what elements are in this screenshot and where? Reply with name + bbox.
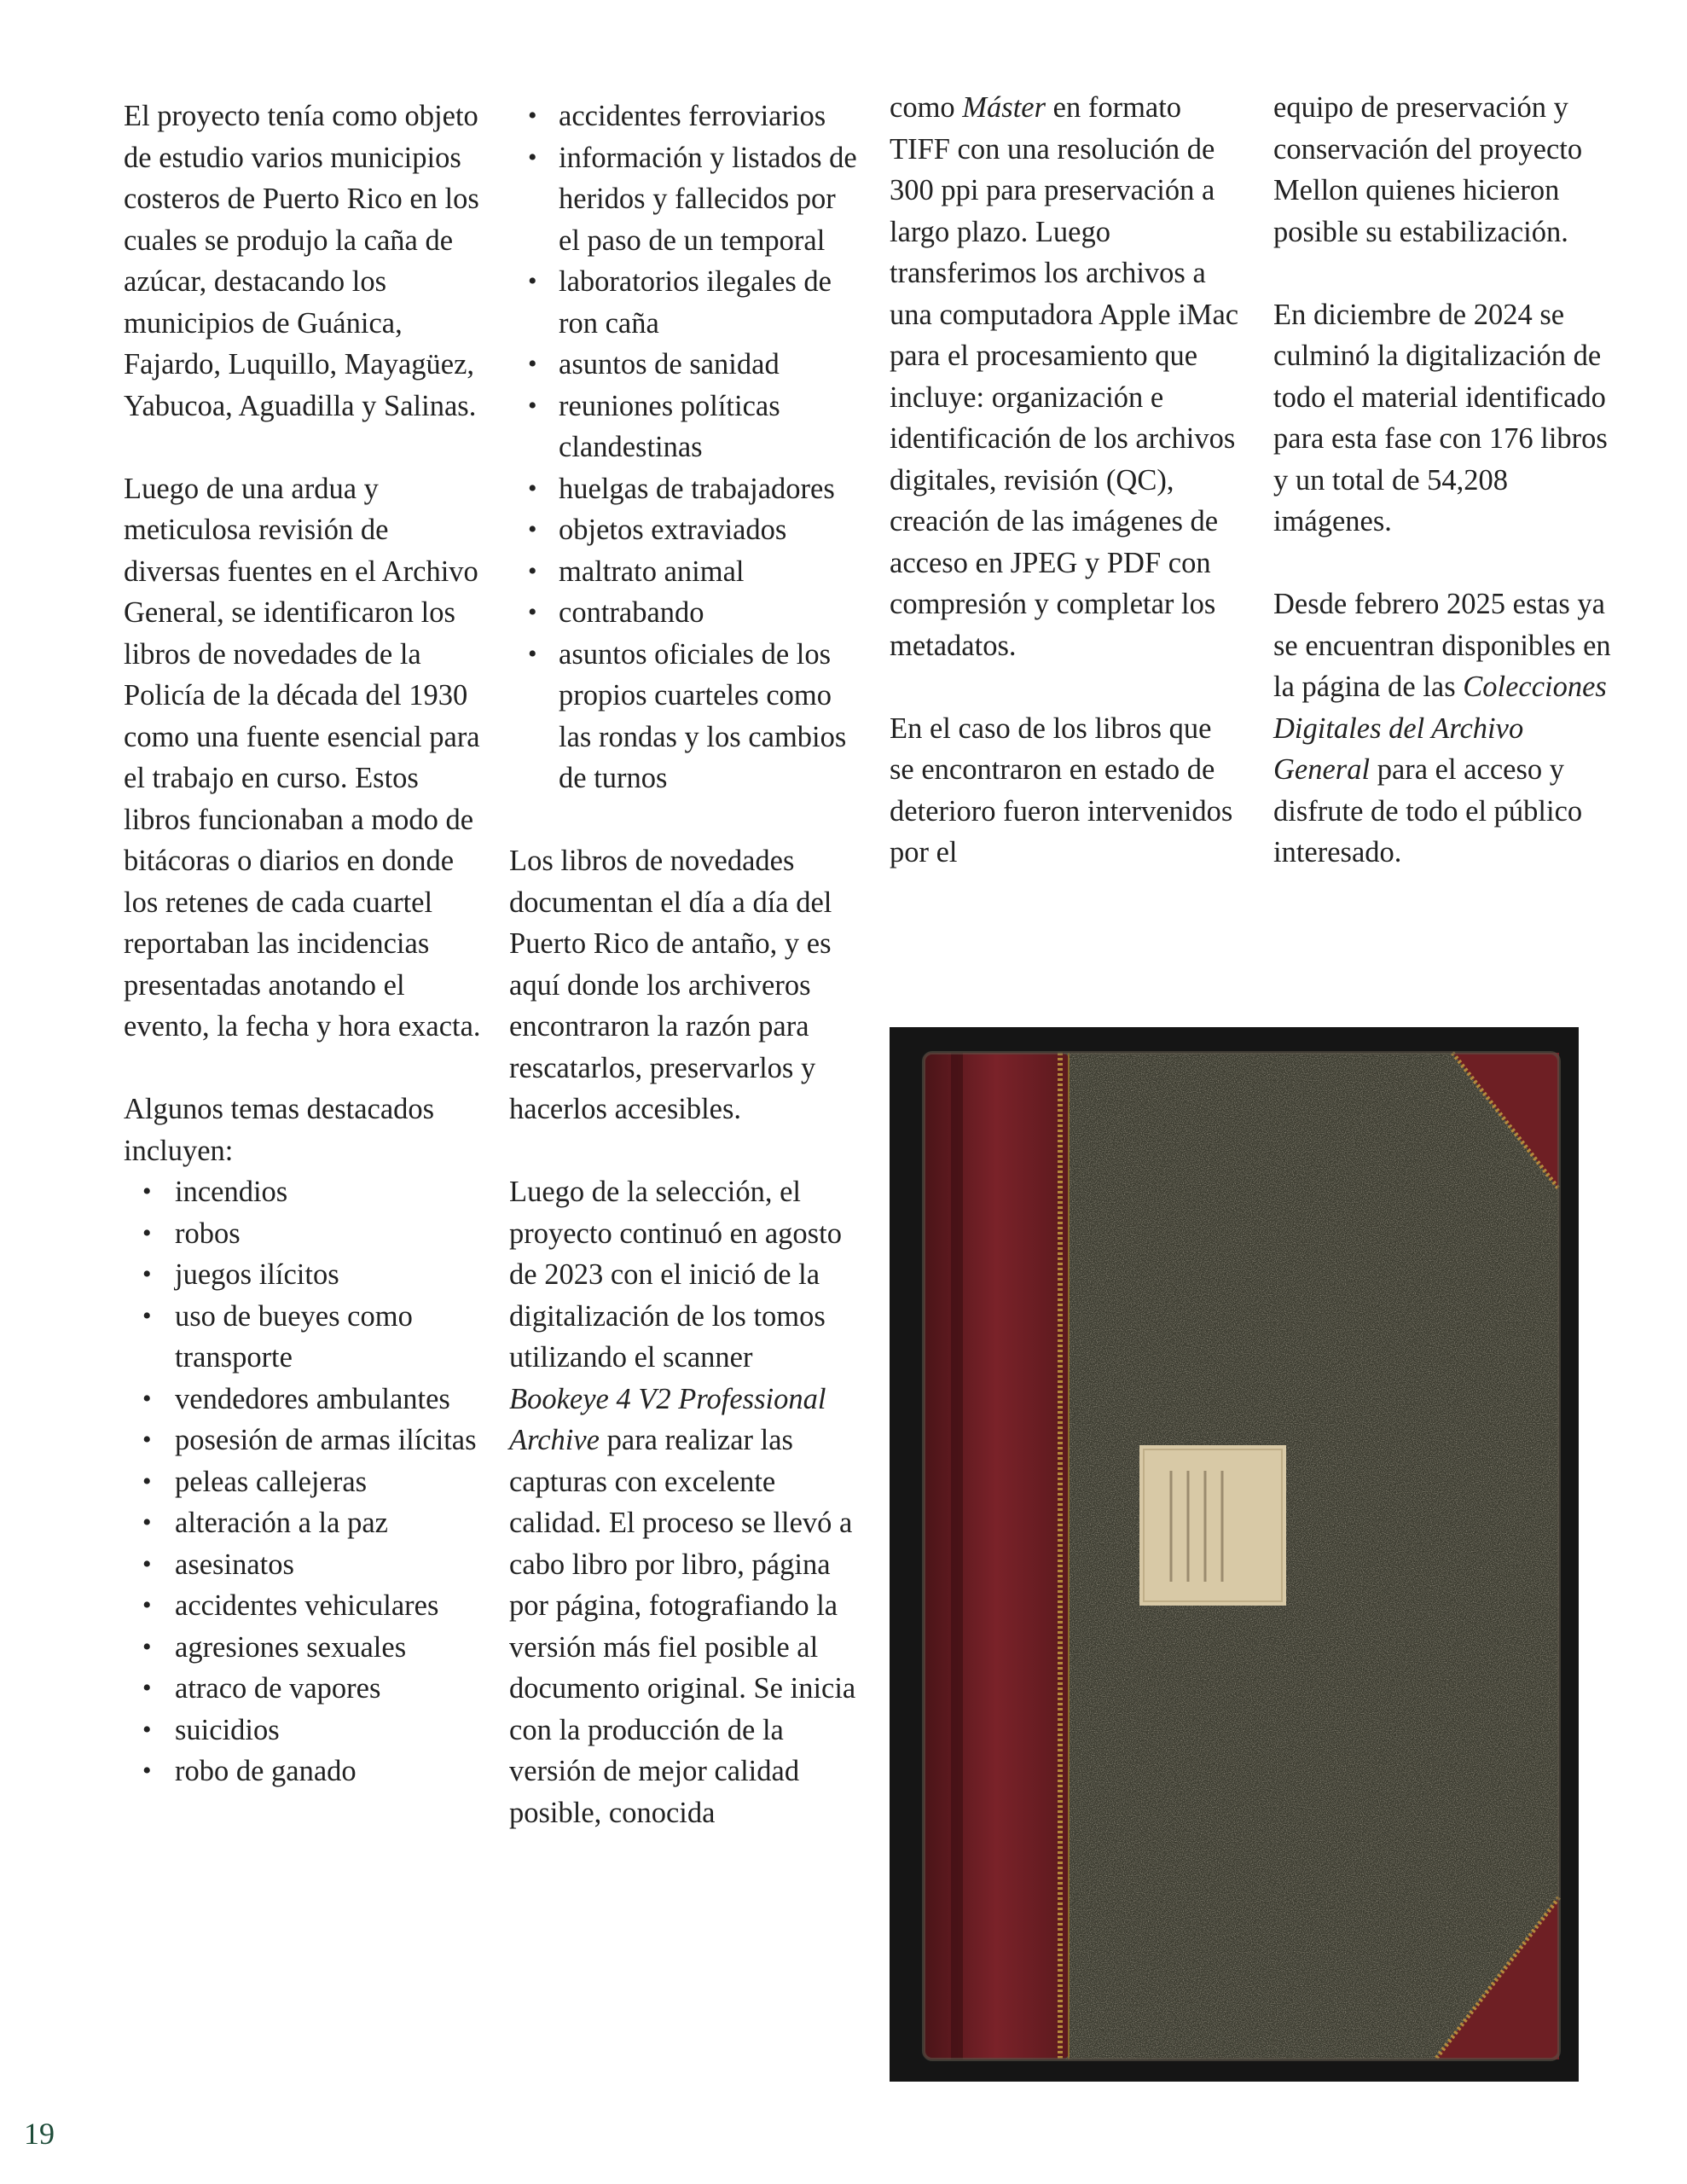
list-item: • accidentes vehiculares xyxy=(124,1585,482,1627)
text-run: Desde febrero 2025 estas ya se encuentran disponibles en la página de las xyxy=(1273,588,1611,703)
paragraph-deteriorated-books: En el caso de los libros que se encontraron en estado de deterioro fueron intervenidos por el xyxy=(890,712,1233,868)
paragraph-police-books: Luego de una ardua y meticulosa revisión de diversas fuentes en el Archivo General, se identificaron los libros de novedades de la Policía de la década del 1930 como una fuente esencial para el trabajo en curso. Estos libros funcionaban a modo de bitácoras o diarios en donde los retenes de cada cuartel reportaban las incidencias presentadas anotando el evento, la fecha y hora exacta. xyxy=(124,472,481,1043)
list-item: • contrabando xyxy=(509,592,859,634)
list-item: • atraco de vapores xyxy=(124,1668,482,1710)
list-item: • uso de bueyes como transporte xyxy=(124,1296,482,1379)
paragraph-preservation-team: equipo de preservación y conservación del proyecto Mellon quienes hicieron posible su estabilización. xyxy=(1273,91,1583,248)
text-column-1 xyxy=(124,96,482,1833)
list-item: • asuntos de sanidad xyxy=(509,344,859,386)
paragraph-daily-life: Los libros de novedades documentan el día a día del Puerto Rico de antaño, y es aquí donde los archiveros encontraron la razón para rescatarlos, preservarlos y hacerlos accesibles. xyxy=(509,845,832,1125)
book-cover-photo xyxy=(890,1027,1579,2082)
list-item: • robo de ganado xyxy=(124,1751,482,1792)
list-item: • asuntos oficiales de los propios cuarteles como las rondas y los cambios de turnos xyxy=(509,634,859,799)
paragraph-completion: En diciembre de 2024 se culminó la digitalización de todo el material identificado para esta fase con 176 libros y un total de 54,208 imágenes. xyxy=(1273,298,1608,537)
list-item: • agresiones sexuales xyxy=(124,1627,482,1669)
scanner-name: Bookeye 4 V2 Professional Archive xyxy=(509,1382,826,1456)
paragraph-availability xyxy=(1273,584,1623,874)
list-item: • peleas callejeras xyxy=(124,1461,482,1503)
text-column-3 xyxy=(890,87,1239,915)
paragraph-topics-intro: Algunos temas destacados incluyen: xyxy=(124,1093,435,1167)
list-item: • posesión de armas ilícitas xyxy=(124,1420,482,1461)
list-item: • laboratorios ilegales de ron caña xyxy=(509,261,859,344)
list-item: • juegos ilícitos xyxy=(124,1254,482,1296)
list-item: • asesinatos xyxy=(124,1544,482,1586)
master-term: Máster xyxy=(962,91,1046,124)
list-item: • reuniones políticas clandestinas xyxy=(509,386,859,468)
list-item: • objetos extraviados xyxy=(509,509,859,551)
topics-list-1 xyxy=(124,1171,482,1792)
paragraph-study-object: El proyecto tenía como objeto de estudio varios municipios costeros de Puerto Rico en los cuales se produjo la caña de azúcar, destacando los municipios de Guánica, Fajardo, Luquillo, Mayagüez, Yabucoa, Aguadilla y Salinas. xyxy=(124,100,479,422)
list-item: • huelgas de trabajadores xyxy=(509,468,859,510)
text-run: para realizar las capturas con excelente calidad. El proceso se llevó a cabo libro por libro, página por página, fotografiando la versión más fiel posible al documento original. Se inicia con la producción de la versión de mejor calidad posible, conocida xyxy=(509,1424,856,1829)
list-item: • accidentes ferroviarios xyxy=(509,96,859,137)
text-run: Luego de la selección, el proyecto continuó en agosto de 2023 con el inició de la digitalización de los tomos utilizando el scanner xyxy=(509,1176,842,1374)
collection-name: Colecciones Digitales del Archivo General xyxy=(1273,671,1607,786)
list-item: • información y listados de heridos y fallecidos por el paso de un temporal xyxy=(509,137,859,262)
text-run: en formato TIFF con una resolución de 300 ppi para preservación a largo plazo. Luego transferimos los archivos a una computadora Apple iMac para el procesamiento que incluye: organización e identificación de los archivos digitales, revisión (QC), creación de las imágenes de acceso en JPEG y PDF con compresión y completar los metadatos. xyxy=(890,91,1239,662)
paragraph-digitization xyxy=(509,1171,859,1833)
book-cover-illustration xyxy=(890,1027,1579,2082)
topics-list-2 xyxy=(509,96,859,799)
list-item: • maltrato animal xyxy=(509,551,859,593)
list-item: • vendedores ambulantes xyxy=(124,1379,482,1420)
paragraph-master-format xyxy=(890,87,1239,666)
list-item: • incendios xyxy=(124,1171,482,1213)
text-column-2 xyxy=(509,96,859,1875)
page-number: 19 xyxy=(24,2117,55,2151)
list-item: • suicidios xyxy=(124,1710,482,1751)
list-item: • robos xyxy=(124,1213,482,1255)
text-run: para el acceso y disfrute de todo el público interesado. xyxy=(1273,753,1583,868)
list-item: • alteración a la paz xyxy=(124,1502,482,1544)
text-run: como xyxy=(890,91,963,124)
text-column-4 xyxy=(1273,87,1623,915)
